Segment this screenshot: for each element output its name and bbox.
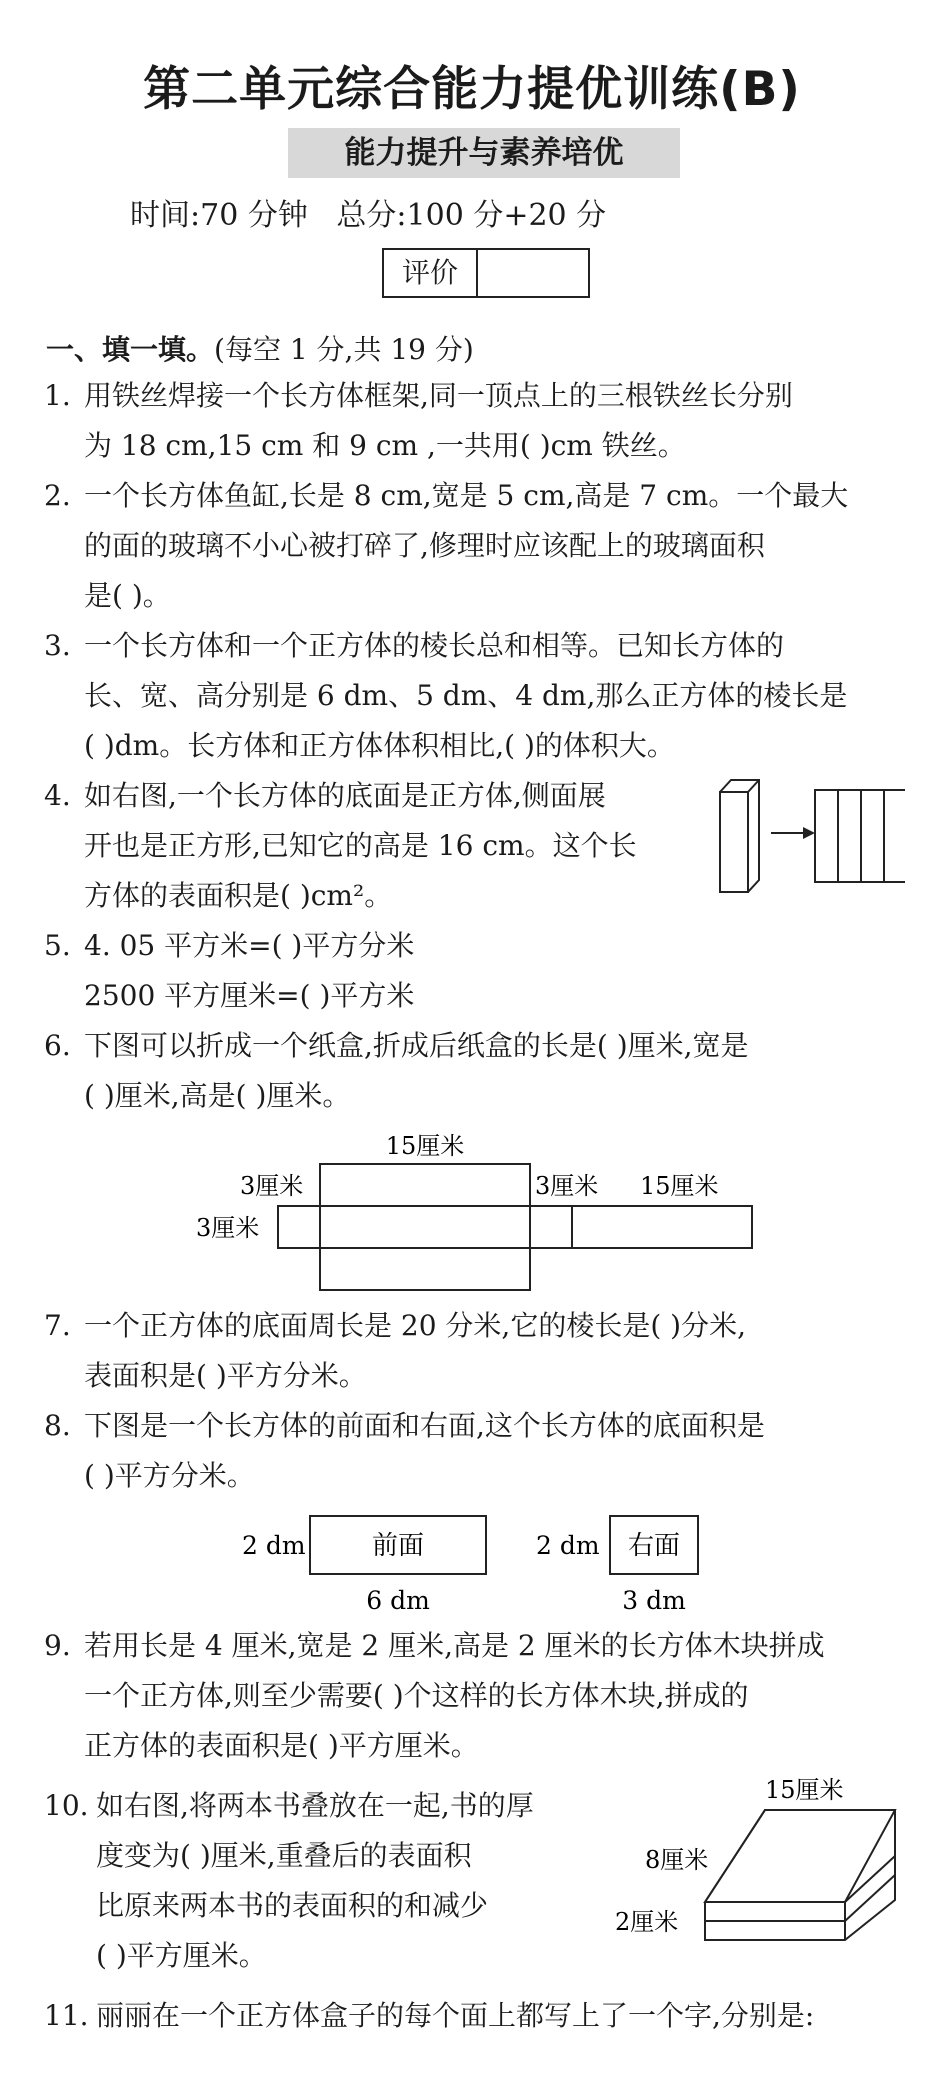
q8-line2: ( )平方分米。 [84,1459,255,1492]
right-width-label: 3 dm [622,1586,686,1615]
q7-line2: 表面积是( )平方分米。 [84,1359,367,1392]
q9-line2: 一个正方体,则至少需要( )个这样的长方体木块,拼成的 [84,1679,749,1712]
section-title: 一、填一填。 [46,333,215,366]
page-title: 第二单元综合能力提优训练(B) [143,62,801,117]
q11-number: 11. [44,1999,89,2032]
q10-line1: 如右图,将两本书叠放在一起,书的厚 [96,1789,534,1822]
q11-line1: 丽丽在一个正方体盒子的每个面上都写上了一个字,分别是: [96,1999,815,2032]
q3-line3: ( )dm。长方体和正方体体积相比,( )的体积大。 [84,729,675,762]
q4-figure [715,770,905,900]
top-face [705,1810,895,1902]
q3-number: 3. [44,629,71,662]
q3-line1: 一个长方体和一个正方体的棱长总和相等。已知长方体的 [84,629,785,662]
q1-line2: 为 18 cm,15 cm 和 9 cm ,一共用( )cm 铁丝。 [84,429,686,462]
q5-line2: 2500 平方厘米=( )平方米 [84,979,415,1012]
front-face-label: 前面 [371,1531,425,1561]
q10-line4: ( )平方厘米。 [96,1939,267,1972]
q10-line2: 度变为( )厘米,重叠后的表面积 [96,1839,472,1872]
q6-line2: ( )厘米,高是( )厘米。 [84,1079,351,1112]
net-right-label: 15厘米 [640,1172,719,1200]
subtitle-banner: 能力提升与素养培优 [288,128,680,178]
net-middle-strip [278,1206,752,1248]
right-height-label: 2 dm [536,1531,600,1560]
front-width-label: 6 dm [366,1586,430,1615]
right-face-label: 右面 [627,1531,681,1561]
time-score-info: 时间:70 分钟 总分:100 分+20 分 [130,198,607,233]
q10-books-figure [615,1770,915,1950]
q4-line3: 方体的表面积是( )cm²。 [84,879,393,912]
q5-number: 5. [44,929,71,962]
prism-edges [720,780,759,892]
books-width-label: 8厘米 [645,1846,709,1874]
q8-line1: 下图是一个长方体的前面和右面,这个长方体的底面积是 [84,1409,765,1442]
q9-line1: 若用长是 4 厘米,宽是 2 厘米,高是 2 厘米的长方体木块拼成 [84,1629,825,1662]
score-label: 评价 [384,250,478,296]
q2-line1: 一个长方体鱼缸,长是 8 cm,宽是 5 cm,高是 7 cm。一个最大 [84,479,849,512]
books-thickness-label: 2厘米 [615,1908,679,1936]
q10-line3: 比原来两本书的表面积的和减少 [96,1889,489,1922]
section-note: (每空 1 分,共 19 分) [214,333,474,366]
net-left-upper-label: 3厘米 [240,1172,304,1200]
q9-number: 9. [44,1629,71,1662]
q10-number: 10. [44,1789,89,1822]
arrow-head-icon [803,827,815,839]
q8-faces-figure [230,1506,730,1618]
q3-line2: 长、宽、高分别是 6 dm、5 dm、4 dm,那么正方体的棱长是 [84,679,848,712]
score-blank[interactable] [478,250,588,296]
q1-line1: 用铁丝焊接一个长方体框架,同一顶点上的三根铁丝长分别 [84,379,793,412]
q5-line1: 4. 05 平方米=( )平方分米 [84,929,415,962]
net-bottom-face [320,1248,530,1290]
prism-front [720,792,748,892]
q6-number: 6. [44,1029,71,1062]
section-heading [46,328,474,368]
net-left-lower-label: 3厘米 [196,1214,260,1242]
q2-number: 2. [44,479,71,512]
q8-number: 8. [44,1409,71,1442]
front-height-label: 2 dm [242,1531,306,1560]
net-mid-label: 3厘米 [535,1172,599,1200]
q6-net-figure [180,1124,800,1304]
q1-number: 1. [44,379,71,412]
books-length-label: 15厘米 [765,1776,844,1804]
score-box [382,248,590,298]
net-top-face [320,1164,530,1206]
q4-line1: 如右图,一个长方体的底面是正方体,侧面展 [84,779,606,812]
q7-line1: 一个正方体的底面周长是 20 分米,它的棱长是( )分米, [84,1309,746,1342]
q2-line2: 的面的玻璃不小心被打碎了,修理时应该配上的玻璃面积 [84,529,765,562]
q6-line1: 下图可以折成一个纸盒,折成后纸盒的长是( )厘米,宽是 [84,1029,749,1062]
q9-line3: 正方体的表面积是( )平方厘米。 [84,1729,479,1762]
q4-number: 4. [44,779,71,812]
net-top-label: 15厘米 [385,1132,465,1160]
q4-line2: 开也是正方形,已知它的高是 16 cm。这个长 [84,829,637,862]
q7-number: 7. [44,1309,71,1342]
q2-line3: 是( )。 [84,579,171,612]
